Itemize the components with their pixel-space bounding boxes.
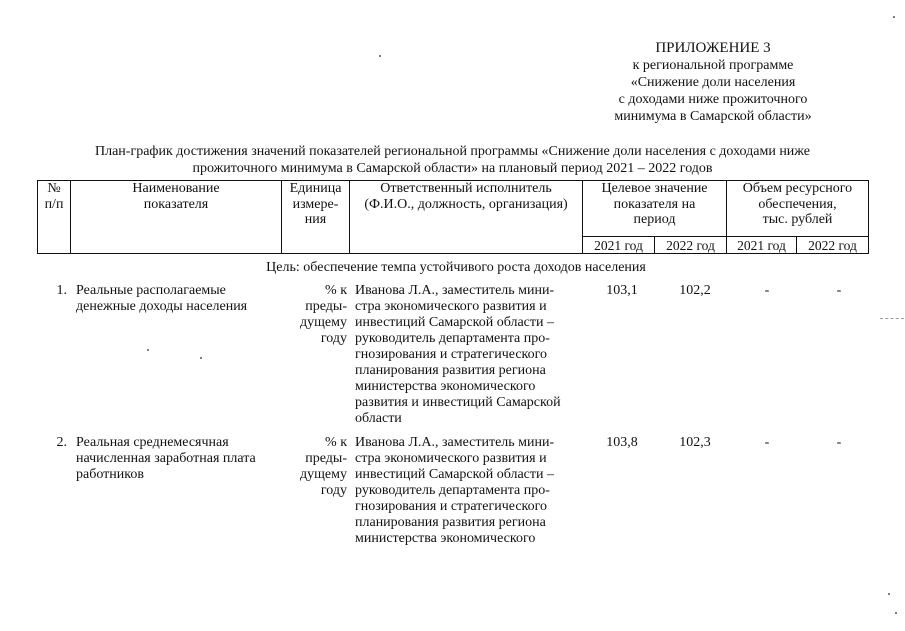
goal-text: Цель: обеспечение темпа устойчивого роста доходов населения xyxy=(266,260,646,275)
unit: % к преды- дущему году xyxy=(300,435,347,498)
appendix-heading: ПРИЛОЖЕНИЕ 3 xyxy=(655,40,771,56)
header-target-2021: 2021 год xyxy=(583,237,655,254)
appendix-line: минимума в Самарской области» xyxy=(614,109,812,124)
row-number: 2. xyxy=(56,435,67,450)
indicator-name: Реальные располагаемые денежные доходы населения xyxy=(76,283,248,314)
table-header xyxy=(37,180,869,254)
header-responsible: Ответственный исполнитель (Ф.И.О., должность, организация) xyxy=(350,181,583,254)
scan-artifact xyxy=(379,55,381,57)
header-resource-2022: 2022 год xyxy=(797,237,869,254)
scan-artifact xyxy=(147,349,149,351)
scan-artifact xyxy=(895,612,897,614)
row-number: 1. xyxy=(56,283,67,298)
header-num: № п/п xyxy=(38,181,71,254)
table-row xyxy=(37,435,875,555)
header-resource: Объем ресурсного обеспечения, тыс. рублей xyxy=(727,181,869,237)
document-title-line: План-график достижения значений показателей региональной программы «Снижение доли населения с доходами ниже xyxy=(94,144,811,159)
document-title xyxy=(40,143,865,177)
unit: % к преды- дущему году xyxy=(300,283,347,346)
header-target-2022: 2022 год xyxy=(655,237,727,254)
resource-2021: - xyxy=(764,435,770,450)
scan-artifact xyxy=(200,357,202,359)
indicator-name: Реальная среднемесячная начисленная заработная плата работников xyxy=(76,435,256,482)
resource-2021: - xyxy=(764,283,770,298)
appendix-line: к региональной программе xyxy=(632,58,794,73)
responsible: Иванова Л.А., заместитель мини- стра экономического развития и инвестиций Самарской области – руководитель департамента про- гнозирования и стратегического планирования развития региона министерства экономического развития и инвестиций Самарской области xyxy=(355,283,561,426)
header-resource-2021: 2021 год xyxy=(727,237,797,254)
table-body xyxy=(37,283,875,555)
scan-artifact xyxy=(880,318,904,319)
target-2021: 103,8 xyxy=(606,435,638,450)
scan-artifact xyxy=(888,593,890,595)
scan-artifact xyxy=(893,16,895,18)
appendix-line: «Снижение доли населения xyxy=(630,75,796,90)
responsible: Иванова Л.А., заместитель мини- стра экономического развития и инвестиций Самарской области – руководитель департамента про- гнозирования и стратегического планирования развития региона министерства экономического xyxy=(355,435,555,546)
appendix-block xyxy=(583,40,843,125)
document-title-line: прожиточного минимума в Самарской области» на плановый период 2021 – 2022 годов xyxy=(192,161,713,176)
target-2022: 102,3 xyxy=(679,435,711,450)
resource-2022: - xyxy=(836,435,842,450)
table-row xyxy=(37,283,875,435)
header-unit: Единица измере- ния xyxy=(282,181,350,254)
target-2022: 102,2 xyxy=(679,283,711,298)
resource-2022: - xyxy=(836,283,842,298)
target-2021: 103,1 xyxy=(606,283,638,298)
appendix-line: с доходами ниже прожиточного xyxy=(618,92,808,107)
header-target: Целевое значение показателя на период xyxy=(583,181,727,237)
header-name: Наименование показателя xyxy=(71,181,282,254)
